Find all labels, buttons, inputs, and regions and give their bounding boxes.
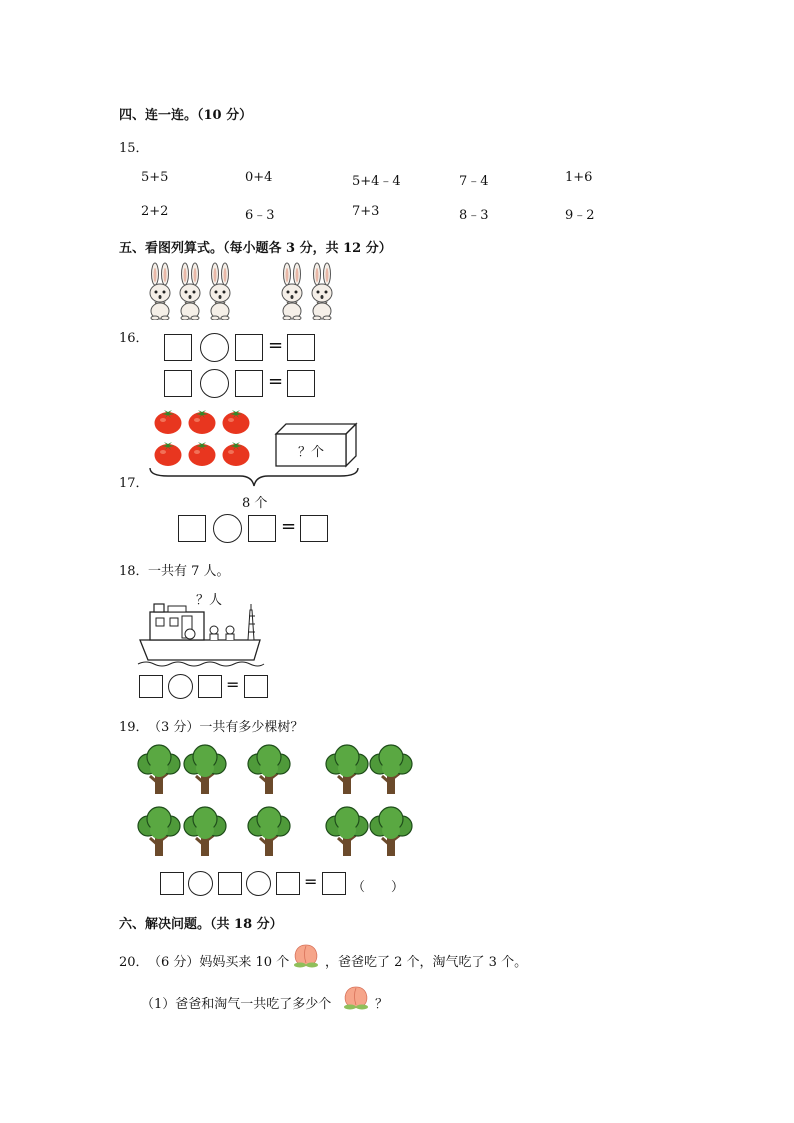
answer-box[interactable] xyxy=(218,872,242,895)
question-19-number: 19． xyxy=(119,720,149,735)
expression: 8﹣3 xyxy=(459,208,489,223)
expression: 9﹣2 xyxy=(565,208,595,223)
answer-box[interactable] xyxy=(287,334,315,361)
operator-circle[interactable] xyxy=(168,674,193,699)
answer-box[interactable] xyxy=(160,872,184,895)
answer-box[interactable] xyxy=(164,334,192,361)
expression: 7﹣4 xyxy=(459,174,489,189)
answer-box[interactable] xyxy=(235,370,263,397)
section-6-title: 六、解决问题。（共 18 分） xyxy=(119,917,283,932)
answer-box[interactable] xyxy=(178,515,206,542)
answer-box[interactable] xyxy=(198,675,222,698)
answer-box[interactable] xyxy=(235,334,263,361)
operator-circle[interactable] xyxy=(246,871,271,896)
answer-box[interactable] xyxy=(322,872,346,895)
operator-circle[interactable] xyxy=(188,871,213,896)
question-20-text-a: （6 分）妈妈买来 10 个 xyxy=(148,955,290,970)
peach-icon xyxy=(341,983,373,1013)
expression: 6﹣3 xyxy=(245,208,275,223)
question-16-number: 16． xyxy=(119,331,149,346)
question-19-text: （3 分）一共有多少棵树？ xyxy=(148,720,304,735)
rabbit-group-icon xyxy=(146,262,236,322)
sub-question-1-text-b: ？ xyxy=(375,997,389,1012)
answer-box[interactable] xyxy=(164,370,192,397)
rabbit-group-icon xyxy=(278,262,338,322)
equals-sign: = xyxy=(268,335,284,356)
answer-box[interactable] xyxy=(276,872,300,895)
question-20-number: 20． xyxy=(119,955,149,970)
answer-box[interactable] xyxy=(287,370,315,397)
operator-circle[interactable] xyxy=(213,514,242,543)
operator-circle[interactable] xyxy=(200,369,229,398)
expression: 2+2 xyxy=(141,204,169,219)
answer-box[interactable] xyxy=(300,515,328,542)
equals-sign: = xyxy=(304,872,318,891)
sub-question-1-text-a: （1）爸爸和淘气一共吃了多少个 xyxy=(141,997,332,1012)
tomato-group-icon xyxy=(153,407,253,469)
brace-icon xyxy=(148,466,360,490)
box-label: ？个 xyxy=(298,445,325,460)
peach-icon xyxy=(291,941,323,971)
question-20-text-b: ，爸爸吃了 2 个，淘气吃了 3 个。 xyxy=(325,955,528,970)
total-label: 8 个 xyxy=(242,496,268,511)
expression: 1+6 xyxy=(565,170,593,185)
operator-circle[interactable] xyxy=(200,333,229,362)
question-18-number: 18． xyxy=(119,564,149,579)
question-15-number: 15． xyxy=(119,141,149,156)
expression: 5+5 xyxy=(141,170,169,185)
boat-icon xyxy=(136,600,266,668)
boat-label: ？人 xyxy=(196,593,223,608)
tree-group-icon xyxy=(136,744,416,860)
expression: 7+3 xyxy=(352,204,380,219)
equals-sign: = xyxy=(226,675,240,694)
section-5-title: 五、看图列算式。（每小题各 3 分，共 12 分） xyxy=(119,241,392,256)
equals-sign: = xyxy=(281,516,297,537)
expression: 5+4﹣4 xyxy=(352,174,401,189)
question-17-number: 17． xyxy=(119,476,149,491)
equals-sign: = xyxy=(268,371,284,392)
expression: 0+4 xyxy=(245,170,273,185)
question-18-text: 一共有 7 人。 xyxy=(148,564,230,579)
section-4-title: 四、连一连。（10 分） xyxy=(119,108,253,123)
answer-box[interactable] xyxy=(139,675,163,698)
answer-box[interactable] xyxy=(244,675,268,698)
answer-box[interactable] xyxy=(248,515,276,542)
unit-blank[interactable]: （ ） xyxy=(352,880,405,895)
